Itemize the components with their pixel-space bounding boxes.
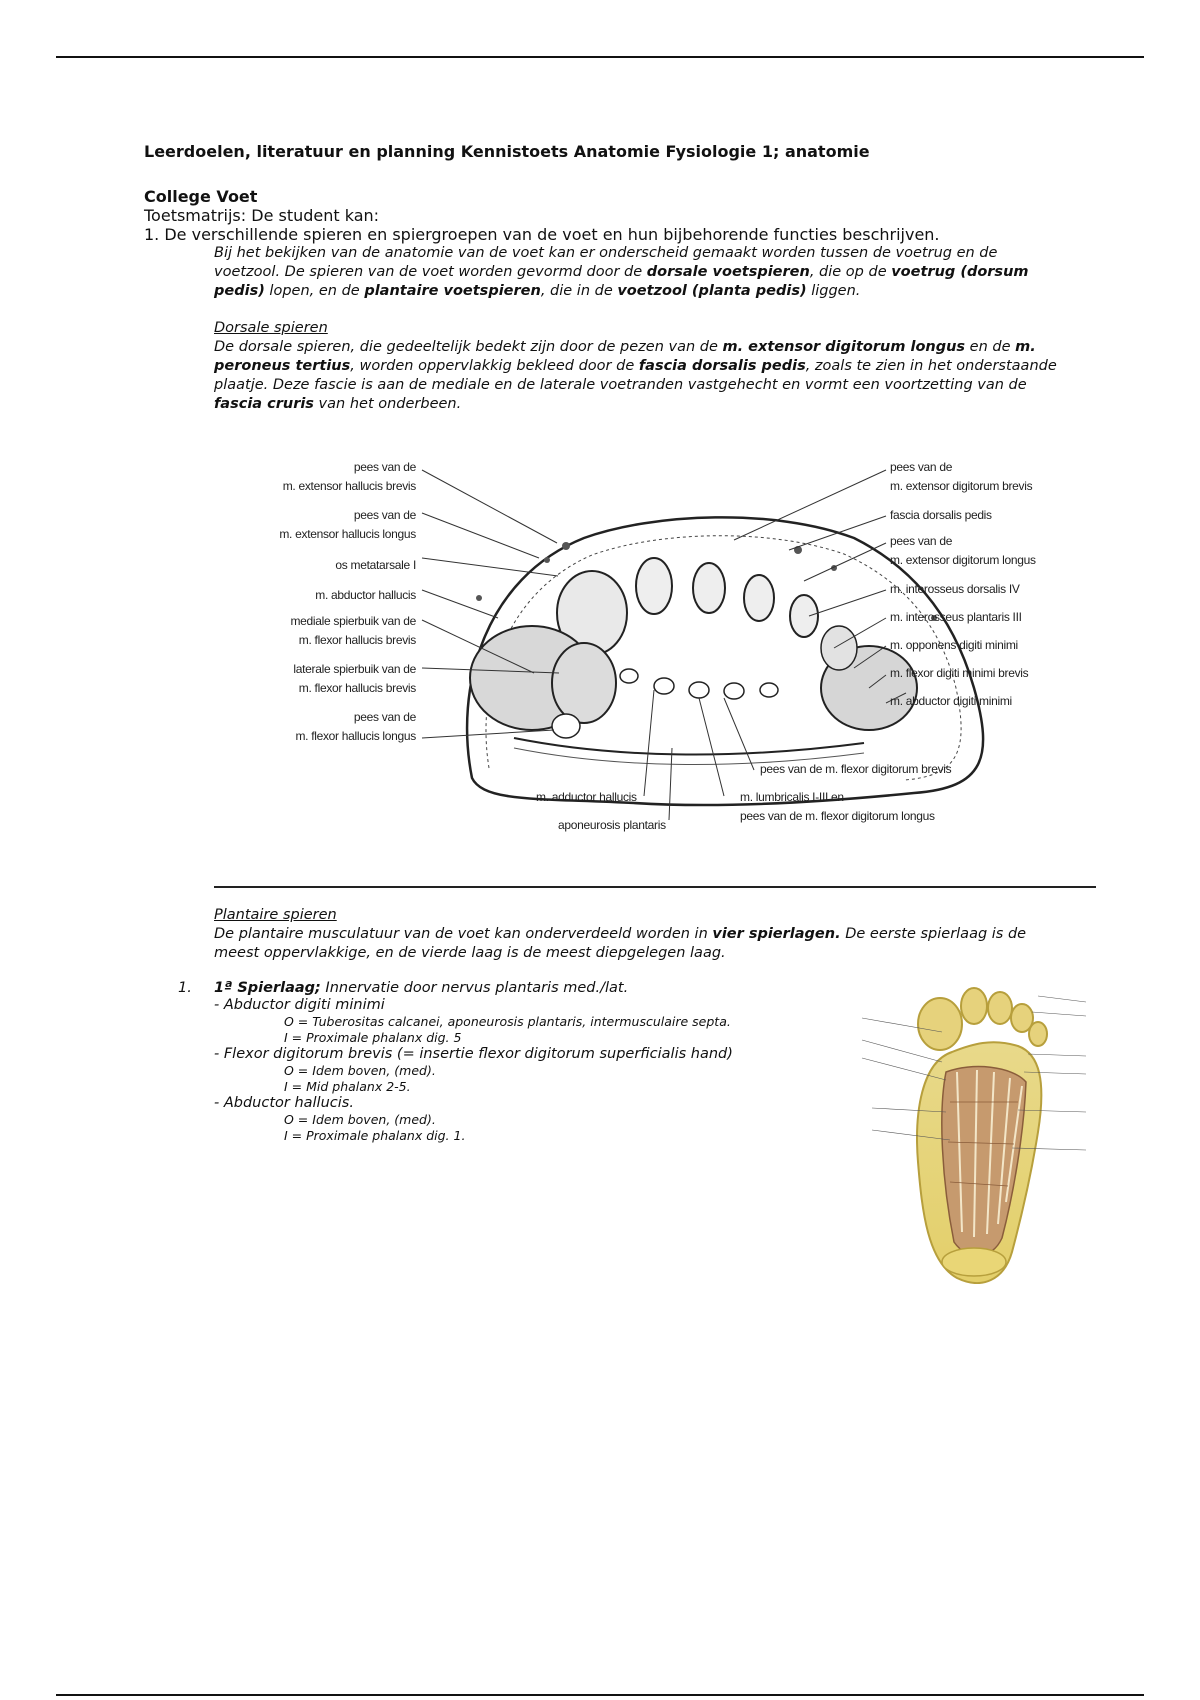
label-right-6: m. opponens digiti minimi bbox=[890, 638, 1018, 652]
document-body bbox=[144, 142, 1104, 414]
label-right-5: m. interosseus plantaris III bbox=[890, 610, 1022, 624]
spierlaag-1-list bbox=[178, 980, 828, 1144]
insertion-line: I = Proximale phalanx dig. 1. bbox=[284, 1128, 466, 1143]
matrix-line: Toetsmatrijs: De student kan: bbox=[144, 206, 380, 225]
label-aponeurosis-plantaris: aponeurosis plantaris bbox=[558, 818, 666, 832]
foot-cross-section-figure bbox=[214, 458, 1094, 878]
label-right-1: pees van de m. extensor digitorum brevis bbox=[890, 460, 1033, 493]
muscle-abductor-digiti-minimi: - Abductor digiti minimi bbox=[214, 997, 385, 1013]
label-left-1: pees van de m. extensor hallucis brevis bbox=[282, 460, 416, 493]
foot-sole-drawing bbox=[842, 962, 1108, 1284]
dorsal-paragraph: De dorsale spieren, die gedeeltelijk bedekt zijn door de pezen van de m. extensor digitorum longus en de m. peroneus tertius, worden oppervlakkig bekleed door de fascia dorsalis pedis, zoals te zien in het onderstaande plaatje. Deze fascie is aan de mediale en de laterale voetranden vastgehecht en vormt een voortzetting van de fascia cruris van het onderbeen. bbox=[214, 339, 1057, 412]
figure-divider bbox=[214, 886, 1096, 888]
label-left-4: m. abductor hallucis bbox=[315, 588, 416, 602]
label-flexor-digitorum-brevis: pees van de m. flexor digitorum brevis bbox=[760, 762, 952, 776]
label-right-2: fascia dorsalis pedis bbox=[890, 508, 992, 522]
dorsal-heading: Dorsale spieren bbox=[214, 320, 328, 336]
plantar-section bbox=[214, 906, 1064, 963]
muscle-flexor-digitorum-brevis: - Flexor digitorum brevis (= insertie flexor digitorum superficialis hand) bbox=[214, 1046, 733, 1062]
insertion-line: I = Proximale phalanx dig. 5 bbox=[284, 1030, 462, 1045]
section-heading: College Voet bbox=[144, 187, 258, 206]
label-right-4: m. interosseus dorsalis IV bbox=[890, 582, 1020, 596]
dorsal-section bbox=[214, 319, 1064, 414]
origin-line: O = Idem boven, (med). bbox=[284, 1063, 436, 1078]
layer-title: 1. 1ª Spierlaag; Innervatie door nervus plantaris med./lat. bbox=[178, 980, 629, 996]
muscle-abductor-hallucis: - Abductor hallucis. bbox=[214, 1095, 354, 1111]
label-lumbricalis: m. lumbricalis I-III en pees van de m. flexor digitorum longus bbox=[740, 790, 935, 823]
label-left-3: os metatarsale I bbox=[335, 558, 416, 572]
label-right-8: m. abductor digiti minimi bbox=[890, 694, 1012, 708]
label-right-7: m. flexor digiti minimi brevis bbox=[890, 666, 1029, 680]
insertion-line: I = Mid phalanx 2-5. bbox=[284, 1079, 411, 1094]
plantar-foot-illustration bbox=[842, 962, 1108, 1284]
plantar-heading: Plantaire spieren bbox=[214, 907, 337, 923]
origin-line: O = Tuberositas calcanei, aponeurosis plantaris, intermusculaire septa. bbox=[284, 1014, 731, 1029]
label-left-5: mediale spierbuik van de m. flexor hallucis brevis bbox=[290, 614, 416, 647]
label-adductor-hallucis: m. adductor hallucis bbox=[536, 790, 637, 804]
label-left-2: pees van de m. extensor hallucis longus bbox=[279, 508, 416, 541]
label-left-6: laterale spierbuik van de m. flexor hallucis brevis bbox=[293, 662, 416, 695]
learning-goal: 1. De verschillende spieren en spiergroepen van de voet en hun bijbehorende functies beschrijven. bbox=[144, 225, 940, 244]
footer-rule bbox=[56, 1694, 1144, 1696]
origin-line: O = Idem boven, (med). bbox=[284, 1112, 436, 1127]
document-title: Leerdoelen, literatuur en planning Kennistoets Anatomie Fysiologie 1; anatomie bbox=[144, 142, 870, 161]
label-right-3: pees van de m. extensor digitorum longus bbox=[890, 534, 1036, 567]
label-left-7: pees van de m. flexor hallucis longus bbox=[295, 710, 416, 743]
intro-paragraph: Bij het bekijken van de anatomie van de voet kan er onderscheid gemaakt worden tussen de voetrug en de voetzool. De spieren van de voet worden gevormd door de dorsale voetspieren, die op de voetrug (dorsum pedis) lopen, en de plantaire voetspieren, die in de voetzool (planta pedis) liggen. bbox=[214, 245, 1029, 299]
header-rule bbox=[56, 56, 1144, 58]
plantar-paragraph: De plantaire musculatuur van de voet kan onderverdeeld worden in vier spierlagen. De eerste spierlaag is de meest oppervlakkige, en de vierde laag is de meest diepgelegen laag. bbox=[214, 926, 1027, 961]
